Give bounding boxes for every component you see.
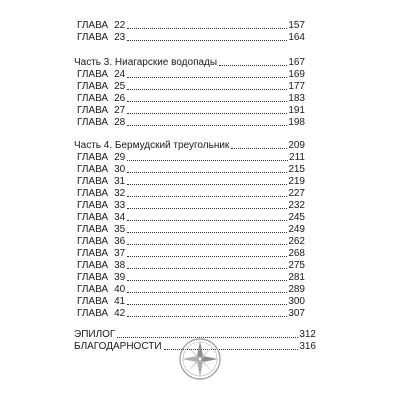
chapter-label: ГЛАВА <box>77 260 109 271</box>
page-number: 268 <box>288 248 305 259</box>
toc-entry-chapter-40[interactable] <box>77 284 305 296</box>
chapter-label: ГЛАВА <box>77 212 109 223</box>
dot-leader <box>127 256 287 257</box>
chapter-number: 41 <box>114 296 126 307</box>
chapter-number: 24 <box>114 69 126 80</box>
chapter-number: 40 <box>114 284 126 295</box>
chapter-number: 33 <box>114 200 126 211</box>
toc-entry-chapter-38[interactable] <box>77 260 305 272</box>
page-number: 262 <box>288 236 305 247</box>
chapter-number: 39 <box>114 272 126 283</box>
chapter-number: 25 <box>114 81 126 92</box>
dot-leader <box>127 101 287 102</box>
page-number: 316 <box>299 341 316 352</box>
chapter-number: 36 <box>114 236 126 247</box>
toc-entry-chapter-29[interactable] <box>77 152 305 164</box>
dot-leader <box>127 232 287 233</box>
toc-entry-chapter-42[interactable] <box>77 308 305 320</box>
page-number: 183 <box>288 93 305 104</box>
chapter-label: ГЛАВА <box>77 81 109 92</box>
chapter-label: ГЛАВА <box>77 308 109 319</box>
dot-leader <box>127 40 287 41</box>
dot-leader <box>127 280 287 281</box>
page-number: 219 <box>288 176 305 187</box>
chapter-number: 23 <box>114 32 126 43</box>
page-number: 164 <box>288 32 305 43</box>
page-number: 275 <box>288 260 305 271</box>
page-number: 167 <box>288 57 305 68</box>
toc-entry-chapter-39[interactable] <box>77 272 305 284</box>
page-number: 211 <box>289 152 305 163</box>
chapter-number: 26 <box>114 93 126 104</box>
dot-leader <box>127 113 287 114</box>
dot-leader <box>127 208 287 209</box>
page-number: 169 <box>288 69 305 80</box>
chapter-number: 32 <box>114 188 126 199</box>
chapter-label: ГЛАВА <box>77 20 109 31</box>
chapter-label: ГЛАВА <box>77 93 109 104</box>
dot-leader <box>127 316 287 317</box>
compass-rose-icon <box>176 335 224 383</box>
toc-entry-chapter-35[interactable] <box>77 224 305 236</box>
chapter-number: 22 <box>114 20 126 31</box>
toc-entry-chapter-22[interactable] <box>77 20 305 32</box>
chapter-label: ГЛАВА <box>77 248 109 259</box>
toc-entry-chapter-30[interactable] <box>77 164 305 176</box>
chapter-label: ГЛАВА <box>77 200 109 211</box>
page-number: 177 <box>288 81 305 92</box>
dot-leader <box>127 268 287 269</box>
dot-leader <box>127 244 287 245</box>
dot-leader <box>127 28 287 29</box>
chapter-label: ГЛАВА <box>77 296 109 307</box>
page-number: 232 <box>288 200 305 211</box>
chapter-label: ГЛАВА <box>77 69 109 80</box>
chapter-number: 38 <box>114 260 126 271</box>
chapter-label: ГЛАВА <box>77 188 109 199</box>
chapter-label: ГЛАВА <box>77 272 109 283</box>
dot-leader <box>127 292 287 293</box>
acknowledgements-title: БЛАГОДАРНОСТИ <box>74 341 162 352</box>
chapter-number: 28 <box>114 117 126 128</box>
part-title: Часть 4. Бермудский треугольник <box>74 140 230 151</box>
page-number: 300 <box>288 296 305 307</box>
toc-entry-chapter-37[interactable] <box>77 248 305 260</box>
toc-entry-chapter-31[interactable] <box>77 176 305 188</box>
toc-entry-chapter-36[interactable] <box>77 236 305 248</box>
epilogue-title: ЭПИЛОГ <box>74 329 116 340</box>
chapter-number: 29 <box>114 152 126 163</box>
toc-entry-chapter-32[interactable] <box>77 188 305 200</box>
toc-entry-part-3[interactable] <box>74 57 305 69</box>
chapter-number: 42 <box>114 308 126 319</box>
page-number: 245 <box>288 212 305 223</box>
page-number: 227 <box>288 188 305 199</box>
chapter-number: 34 <box>114 212 126 223</box>
chapter-label: ГЛАВА <box>77 32 109 43</box>
dot-leader <box>127 220 287 221</box>
chapter-label: ГЛАВА <box>77 152 109 163</box>
toc-entry-chapter-27[interactable] <box>77 105 305 117</box>
chapter-label: ГЛАВА <box>77 236 109 247</box>
chapter-number: 30 <box>114 164 126 175</box>
part-title: Часть 3. Ниагарские водопады <box>74 57 218 68</box>
dot-leader <box>127 160 288 161</box>
dot-leader <box>127 196 287 197</box>
page-number: 191 <box>288 105 305 116</box>
chapter-label: ГЛАВА <box>77 176 109 187</box>
dot-leader <box>127 304 287 305</box>
dot-leader <box>127 172 287 173</box>
page-number: 157 <box>288 20 305 31</box>
page-number: 281 <box>288 272 305 283</box>
chapter-label: ГЛАВА <box>77 105 109 116</box>
chapter-number: 37 <box>114 248 126 259</box>
toc-entry-chapter-25[interactable] <box>77 81 305 93</box>
toc-entry-chapter-28[interactable] <box>77 117 305 129</box>
dot-leader <box>127 89 287 90</box>
toc-entry-chapter-33[interactable] <box>77 200 305 212</box>
toc-entry-chapter-26[interactable] <box>77 93 305 105</box>
chapter-number: 31 <box>114 176 126 187</box>
toc-entry-chapter-34[interactable] <box>77 212 305 224</box>
toc-entry-chapter-41[interactable] <box>77 296 305 308</box>
dot-leader <box>127 184 287 185</box>
toc-entry-part-4[interactable] <box>74 140 305 152</box>
page-number: 209 <box>288 140 305 151</box>
dot-leader <box>231 148 287 149</box>
toc-entry-chapter-23[interactable] <box>77 32 305 44</box>
toc-entry-chapter-24[interactable] <box>77 69 305 81</box>
page-number: 249 <box>288 224 305 235</box>
page-number: 198 <box>288 117 305 128</box>
chapter-label: ГЛАВА <box>77 164 109 175</box>
chapter-label: ГЛАВА <box>77 224 109 235</box>
page-number: 307 <box>288 308 305 319</box>
page-number: 215 <box>288 164 305 175</box>
dot-leader <box>127 125 287 126</box>
chapter-number: 35 <box>114 224 126 235</box>
chapter-label: ГЛАВА <box>77 284 109 295</box>
dot-leader <box>219 65 287 66</box>
chapter-number: 27 <box>114 105 126 116</box>
page-number: 289 <box>288 284 305 295</box>
chapter-label: ГЛАВА <box>77 117 109 128</box>
dot-leader <box>127 77 287 78</box>
page-number: 312 <box>299 329 316 340</box>
